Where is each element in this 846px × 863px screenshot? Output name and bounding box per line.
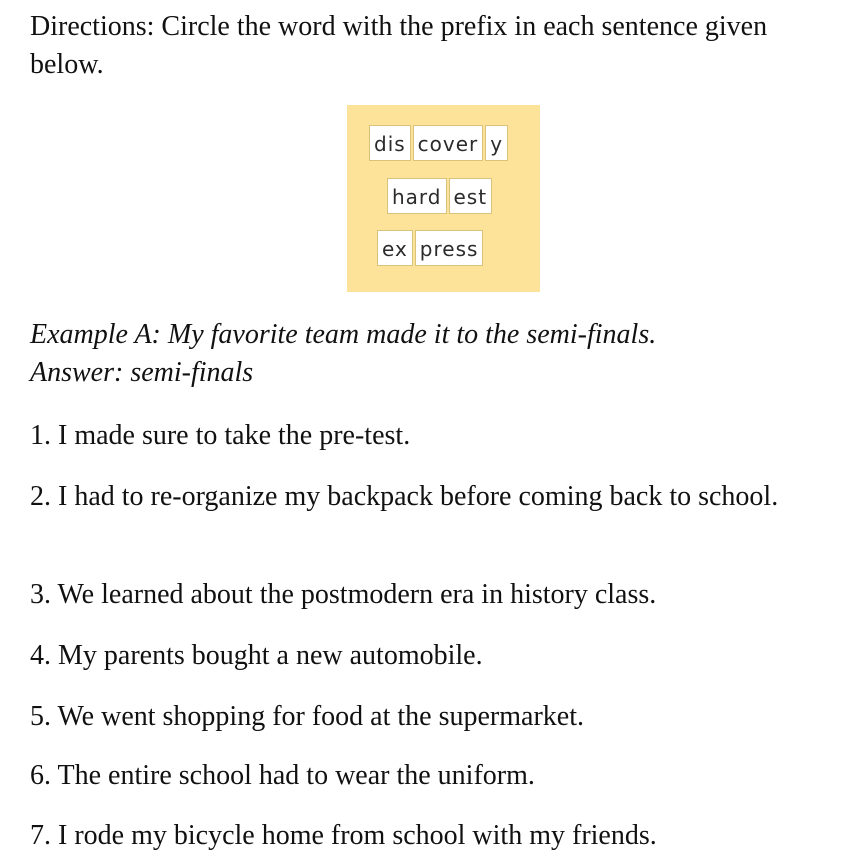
tile-row-hardest [387, 178, 492, 214]
directions-text: Directions: Circle the word with the prefix in each sentence given below. [30, 11, 768, 80]
tile-ex: ex [377, 230, 413, 266]
question-6: 6. The entire school had to wear the uniform. [30, 760, 535, 791]
question-3: 3. We learned about the postmodern era in history class. [30, 579, 657, 610]
question-2: 2. I had to re-organize my backpack before coming back to school. [30, 481, 779, 512]
example-block [30, 316, 820, 392]
tile-est: est [449, 178, 493, 214]
tile-hard: hard [387, 178, 447, 214]
question-5: 5. We went shopping for food at the supermarket. [30, 701, 584, 732]
question-4: 4. My parents bought a new automobile. [30, 640, 483, 671]
tile-y: y [485, 125, 508, 161]
question-7: 7. I rode my bicycle home from school with my friends. [30, 820, 657, 851]
example-answer: Answer: semi-finals [30, 357, 254, 388]
tile-row-express [377, 230, 483, 266]
word-tiles-image [347, 105, 540, 292]
example-sentence: Example A: My favorite team made it to the semi-finals. [30, 319, 657, 350]
tile-cover: cover [413, 125, 484, 161]
tile-press: press [415, 230, 484, 266]
tile-dis: dis [369, 125, 411, 161]
tile-row-discovery [369, 125, 508, 161]
question-1: 1. I made sure to take the pre-test. [30, 420, 411, 451]
